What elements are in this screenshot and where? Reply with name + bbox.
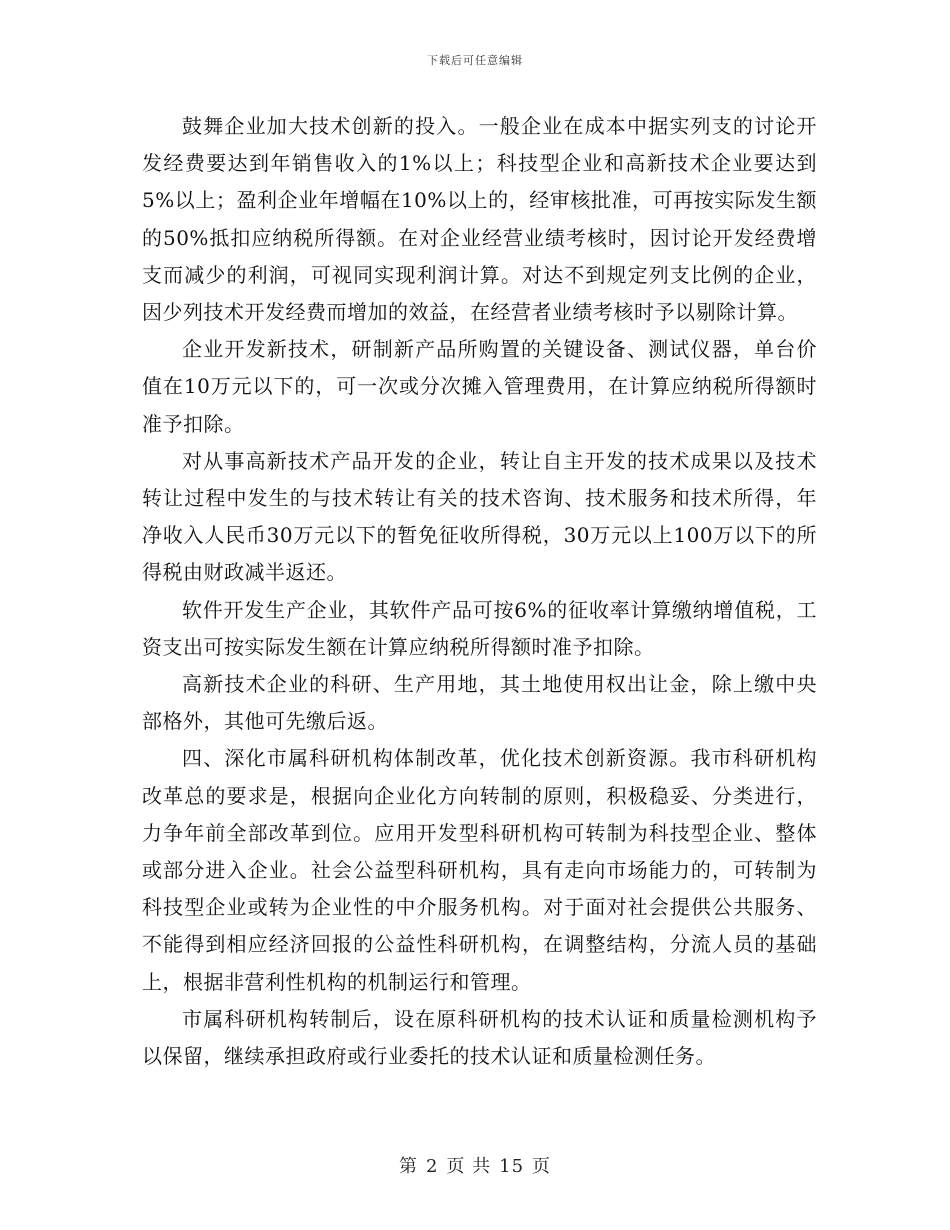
paragraph: 对从事高新技术产品开发的企业，转让自主开发的技术成果以及技术转让过程中发生的与技术转让有关的技术咨询、技术服务和技术所得，年净收入人民币30万元以下的暂免征收所得税，30万元以上100万以下的所得税由财政减半返还。	[142, 448, 817, 585]
paragraph: 企业开发新技术，研制新产品所购置的关键设备、测试仪器，单台价值在10万元以下的，可一次或分次摊入管理费用，在计算应纳税所得额时准予扣除。	[142, 337, 817, 436]
total-pages-number: 15	[499, 1156, 525, 1177]
document-body	[142, 108, 817, 1075]
footer-prefix: 第	[398, 1156, 418, 1177]
page-header: 下载后可任意编辑	[427, 54, 523, 67]
footer-middle: 页 共	[446, 1156, 492, 1177]
paragraph: 市属科研机构转制后，设在原科研机构的技术认证和质量检测机构予以保留，继续承担政府或行业委托的技术认证和质量检测任务。	[142, 1006, 817, 1069]
current-page-number: 2	[425, 1156, 439, 1177]
paragraph: 鼓舞企业加大技术创新的投入。一般企业在成本中据实列支的讨论开发经费要达到年销售收入的1%以上；科技型企业和高新技术企业要达到5%以上；盈利企业年增幅在10%以上的，经审核批准，可再按实际发生额的50%抵扣应纳税所得额。在对企业经营业绩考核时，因讨论开发经费增支而减少的利润，可视同实现利润计算。对达不到规定列支比例的企业，因少列技术开发经费而增加的效益，在经营者业绩考核时予以剔除计算。	[142, 114, 817, 325]
paragraph: 四、深化市属科研机构体制改革，优化技术创新资源。我市科研机构改革总的要求是，根据向企业化方向转制的原则，积极稳妥、分类进行，力争年前全部改革到位。应用开发型科研机构可转制为科技型企业、整体或部分进入企业。社会公益型科研机构，具有走向市场能力的，可转制为科技型企业或转为企业性的中介服务机构。对于面对社会提供公共服务、不能得到相应经济回报的公益性科研机构，在调整结构，分流人员的基础上，根据非营利性机构的机制运行和管理。	[142, 746, 817, 994]
paragraph: 软件开发生产企业，其软件产品可按6%的征收率计算缴纳增值税，工资支出可按实际发生额在计算应纳税所得额时准予扣除。	[142, 597, 817, 659]
footer-suffix: 页	[532, 1156, 552, 1177]
paragraph: 高新技术企业的科研、生产用地，其土地使用权出让金，除上缴中央部格外，其他可先缴后返。	[142, 672, 817, 734]
page-footer	[0, 1152, 950, 1178]
